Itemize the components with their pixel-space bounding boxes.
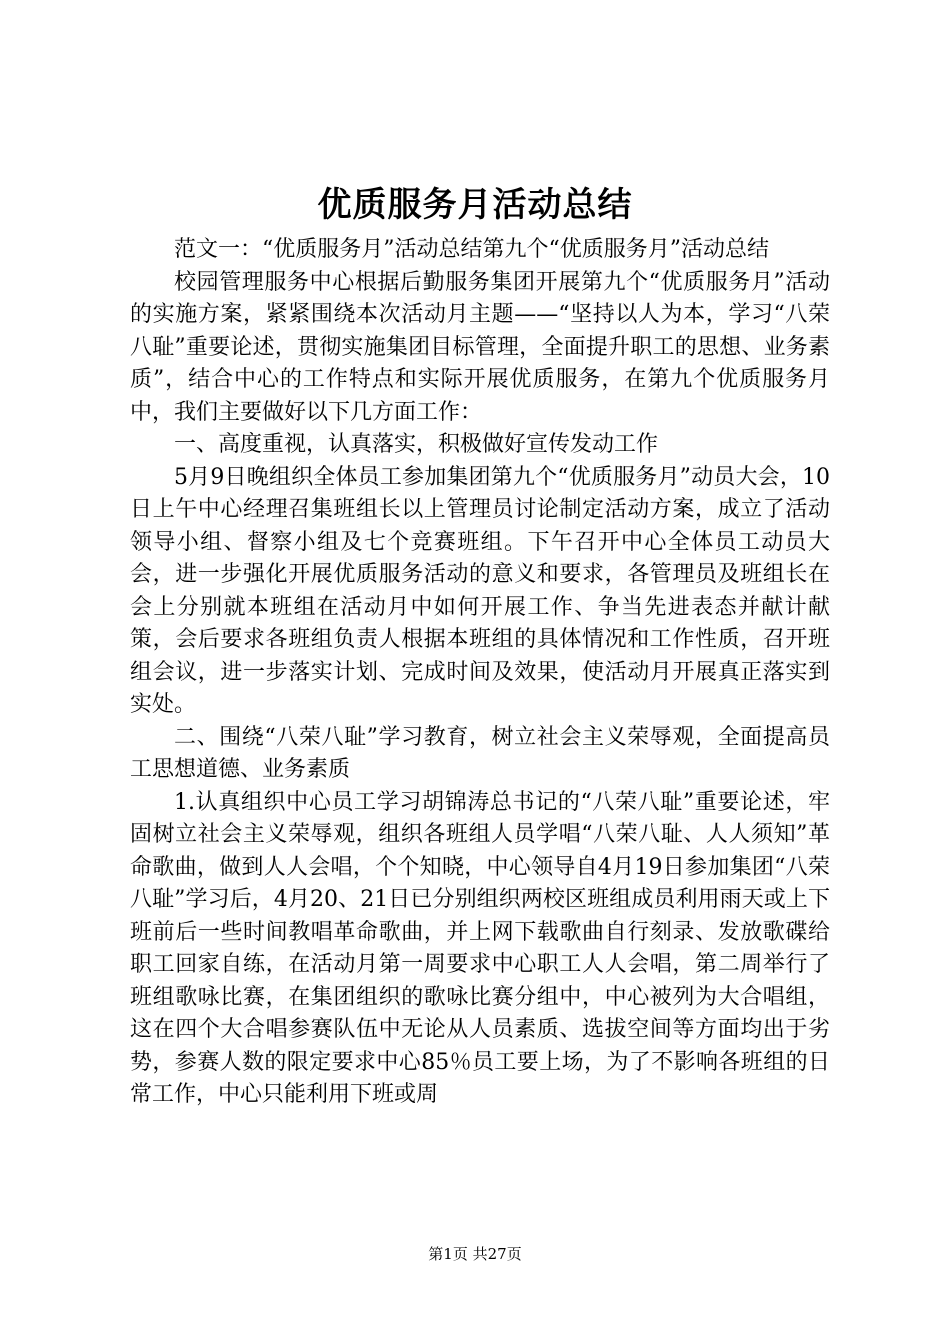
paragraph: 5月9日晚组织全体员工参加集团第九个“优质服务月”动员大会，10日上午中心经理召集班组长以上管理员讨论制定活动方案，成立了活动领导小组、督察小组及七个竞赛班组。下午召开中心全体员工动员大会，进一步强化开展优质服务活动的意义和要求，各管理员及班组长在会上分别就本班组在活动月中如何开展工作、争当先进表态并献计献策，会后要求各班组负责人根据本班组的具体情况和工作性质，召开班组会议，进一步落实计划、完成时间及效果，使活动月开展真正落实到实处。 <box>130 464 831 717</box>
paragraph: 1.认真组织中心员工学习胡锦涛总书记的“八荣八耻”重要论述，牢固树立社会主义荣辱观，组织各班组人员学唱“八荣八耻、人人须知”革命歌曲，做到人人会唱，个个知晓，中心领导自4月19日参加集团“八荣八耻”学习后，4月20、21日已分别组织两校区班组成员利用雨天或上下班前后一些时间教唱革命歌曲，并上网下载歌曲自行刻录、发放歌碟给职工回家自练，在活动月第一周要求中心职工人人会唱，第二周举行了班组歌咏比赛，在集团组织的歌咏比赛分组中，中心被列为大合唱组，这在四个大合唱参赛队伍中无论从人员素质、选拔空间等方面均出于劣势，参赛人数的限定要求中心85％员工要上场，为了不影响各班组的日常工作，中心只能利用下班或周 <box>130 789 830 1107</box>
document-body <box>130 234 830 1112</box>
page-number-footer: 第1页 共27页 <box>428 1245 522 1263</box>
document-title: 优质服务月活动总结 <box>317 185 633 225</box>
paragraph: 校园管理服务中心根据后勤服务集团开展第九个“优质服务月”活动的实施方案，紧紧围绕本次活动月主题——“坚持以人为本，学习“八荣八耻”重要论述，贯彻实施集团目标管理，全面提升职工的思想、业务素质”，结合中心的工作特点和实际开展优质服务，在第九个优质服务月中，我们主要做好以下几方面工作： <box>130 269 830 425</box>
section-heading: 二、围绕“八荣八耻”学习教育，树立社会主义荣辱观，全面提高员工思想道德、业务素质 <box>130 724 830 782</box>
section-heading: 一、高度重视，认真落实，积极做好宣传发动工作 <box>174 432 659 457</box>
paragraph: 范文一：“优质服务月”活动总结第九个“优质服务月”活动总结 <box>174 237 769 262</box>
